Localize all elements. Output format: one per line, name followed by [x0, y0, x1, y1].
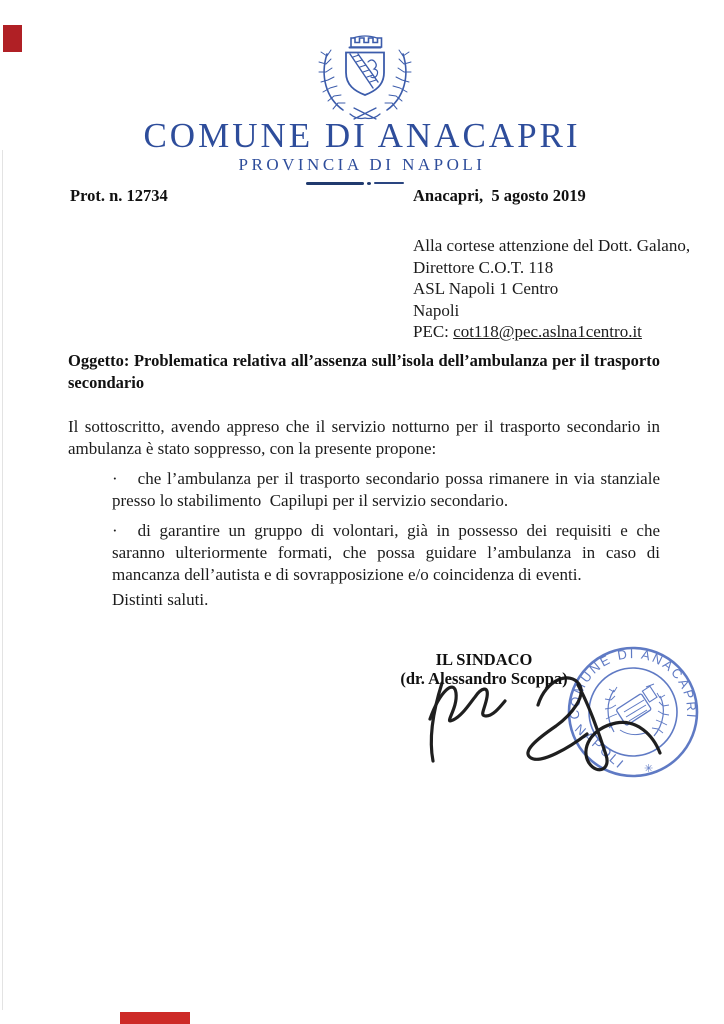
- place-and-date: Anacapri, 5 agosto 2019: [413, 186, 586, 205]
- pec-label: PEC:: [413, 322, 454, 341]
- letterhead-divider: [306, 181, 406, 185]
- stamp-star-icon: ✳: [644, 763, 654, 775]
- bullet-item-2: [112, 520, 660, 586]
- recipient-line: Direttore C.O.T. 118: [413, 257, 554, 277]
- recipient-line: ASL Napoli 1 Centro: [413, 279, 559, 298]
- divider-dot: [367, 182, 371, 185]
- handwritten-signature: [420, 663, 670, 783]
- recipient-line: Alla cortese attenzione del Dott. Galano,: [413, 236, 691, 255]
- recipient-block: [413, 235, 690, 343]
- closing-salutation: Distinti saluti.: [112, 590, 209, 609]
- municipal-crest-icon: [310, 26, 420, 122]
- signer-name: (dr. Alessandro Scoppa): [400, 669, 568, 688]
- stamp-ring-text: COMUNE DI ANACAPRI: [566, 646, 700, 721]
- subject-line: Oggetto: Problematica relativa all’assenza sull’isola dell’ambulanza per il trasporto secondario: [68, 351, 660, 392]
- red-scan-artifact-top: [3, 25, 22, 52]
- letterhead-title: COMUNE DI ANACAPRI: [143, 116, 581, 155]
- divider-segment: [306, 182, 364, 185]
- bullet-item-1: [112, 468, 660, 512]
- red-scan-artifact-bottom: [120, 1012, 190, 1024]
- body-intro-paragraph: Il sottoscritto, avendo appreso che il servizio notturno per il trasporto secondario in ambulanza è stato soppresso, con la presente propone:: [68, 417, 660, 458]
- divider-segment: [374, 182, 404, 184]
- scan-edge-line: [2, 150, 3, 1010]
- protocol-number: Prot. n. 12734: [70, 186, 168, 205]
- recipient-line: Napoli: [413, 300, 460, 320]
- bullet-text: di garantire un gruppo di volontari, già in possesso dei requisiti e che saranno ulteriormente formati, che possa guidare l’ambulanza in caso di mancanza dell’autista e di sovrapposizione e/o coincidenza di eventi.: [112, 521, 660, 584]
- letterhead-subtitle: PROVINCIA DI NAPOLI: [238, 155, 486, 174]
- pec-email-link: cot118@pec.aslna1centro.it: [453, 322, 642, 341]
- bullet-icon: ·: [112, 521, 118, 540]
- signer-role: IL SINDACO: [435, 650, 533, 669]
- stamp-bottom-text: NAPOLI: [572, 720, 628, 773]
- bullet-text: che l’ambulanza per il trasporto secondario possa rimanere in via stanziale presso lo stabilimento Capilupi per il servizio secondario.: [112, 469, 660, 510]
- recipient-pec-line: [413, 321, 690, 343]
- bullet-icon: ·: [112, 469, 118, 488]
